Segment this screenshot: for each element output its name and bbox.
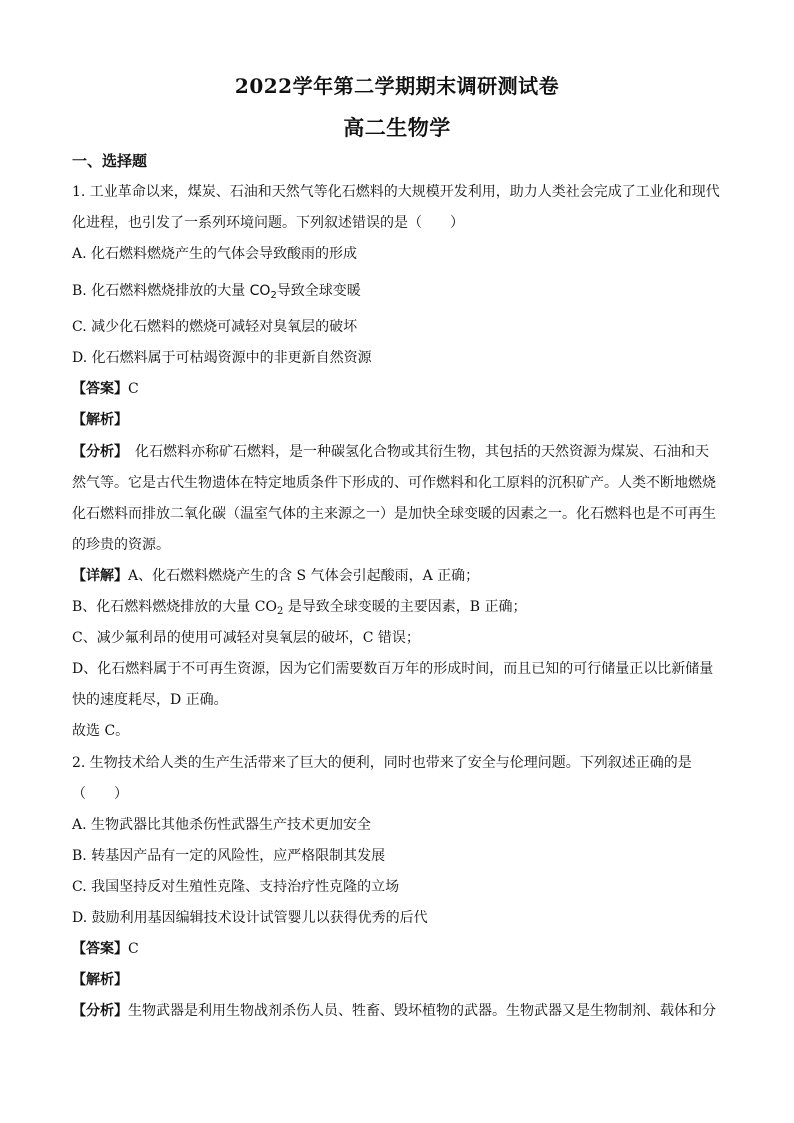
q1-option-b	[72, 281, 361, 306]
q2-stem-line-2: （ ）	[72, 786, 128, 802]
co2-subscript: 2	[270, 290, 277, 301]
q1-stem-line-1: 1. 工业革命以来，煤炭、石油和天然气等化石燃料的大规模开发利用，助力人类社会完成了工业化和现代	[72, 184, 720, 200]
q2-fenxi-line-1	[72, 1001, 716, 1021]
section-heading: 一、选择题	[72, 152, 148, 170]
q2-option-c: C. 我国坚持反对生殖性克隆、支持治疗性克隆的立场	[72, 879, 400, 895]
q1-fenxi-line-4: 的珍贵的资源。	[72, 537, 170, 553]
q2-option-a: A. 生物武器比其他杀伤性武器生产技术更加安全	[72, 817, 372, 833]
q1-analysis-label: 【解析】	[72, 412, 128, 428]
detail-b-tail: 是导致全球变暖的主要因素，B 正确；	[283, 599, 527, 615]
q2-option-d: D. 鼓励利用基因编辑技术设计试管婴儿以获得优秀的后代	[72, 910, 428, 926]
detail-b-text: B、化石燃料燃烧排放的大量 CO	[72, 599, 277, 615]
q1-fenxi-line-3: 化石燃料而排放二氧化碳（温室气体的主来源之一）是加快全球变暖的因素之一。化石燃料也是不可再生	[72, 506, 716, 522]
fenxi-label: 【分析】	[72, 444, 121, 460]
exam-subtitle: 高二生物学	[343, 115, 451, 140]
co2-formula: CO	[249, 283, 271, 299]
detail-a-text: A、化石燃料燃烧产生的含 S 气体会引起酸雨，A 正确；	[128, 568, 480, 584]
q1-option-b-text: B. 化石燃料燃烧排放的大量	[72, 283, 250, 299]
q1-detail-a	[72, 566, 479, 586]
q2-analysis-label: 【解析】	[72, 972, 128, 988]
answer-label: 【答案】	[72, 941, 128, 957]
fenxi-text: 化石燃料亦称矿石燃料，是一种碳氢化合物或其衍生物，其包括的天然资源为煤炭、石油和天	[121, 444, 709, 460]
fenxi-label: 【分析】	[72, 1003, 128, 1019]
q1-option-b-tail: 导致全球变暖	[276, 283, 361, 299]
q1-detail-c: C、减少氟利昂的使用可减轻对臭氧层的破坏，C 错误；	[72, 630, 420, 646]
q2-stem-line-1: 2. 生物技术给人类的生产生活带来了巨大的便利，同时也带来了安全与伦理问题。下列叙述正确的是	[72, 755, 692, 771]
q1-fenxi-line-1	[72, 442, 709, 462]
q1-option-a: A. 化石燃料燃烧产生的气体会导致酸雨的形成	[72, 246, 358, 262]
q2-answer	[72, 939, 139, 959]
detail-label: 【详解】	[72, 568, 128, 584]
answer-value: C	[128, 381, 139, 397]
q1-option-b-formula	[250, 283, 277, 299]
q1-detail-d-line-1: D、化石燃料属于不可再生资源，因为它们需要数百万年的形成时间，而且已知的可行储量正以比新储量	[72, 661, 714, 677]
q1-detail-b	[72, 597, 527, 622]
q2-option-b: B. 转基因产品有一定的风险性，应严格限制其发展	[72, 848, 386, 864]
q1-answer	[72, 379, 139, 399]
detail-b-subscript: 2	[276, 606, 284, 617]
q1-detail-d-line-2: 快的速度耗尽，D 正确。	[72, 692, 228, 708]
fenxi-text: 生物武器是利用生物战剂杀伤人员、牲畜、毁坏植物的武器。生物武器又是生物制剂、载体和分	[128, 1003, 716, 1019]
exam-title: 2022学年第二学期期末调研测试卷	[234, 74, 560, 98]
q1-conclusion: 故选 C。	[72, 723, 130, 739]
q1-option-c: C. 减少化石燃料的燃烧可减轻对臭氧层的破坏	[72, 319, 358, 335]
answer-value: C	[128, 941, 139, 957]
q1-fenxi-line-2: 然气等。它是古代生物遗体在特定地质条件下形成的、可作燃料和化工原料的沉积矿产。人类不断地燃烧	[72, 475, 716, 491]
q1-option-d: D. 化石燃料属于可枯竭资源中的非更新自然资源	[72, 350, 372, 366]
answer-label: 【答案】	[72, 381, 128, 397]
q1-stem-line-2: 化进程，也引发了一系列环境问题。下列叙述错误的是（ ）	[72, 215, 464, 231]
